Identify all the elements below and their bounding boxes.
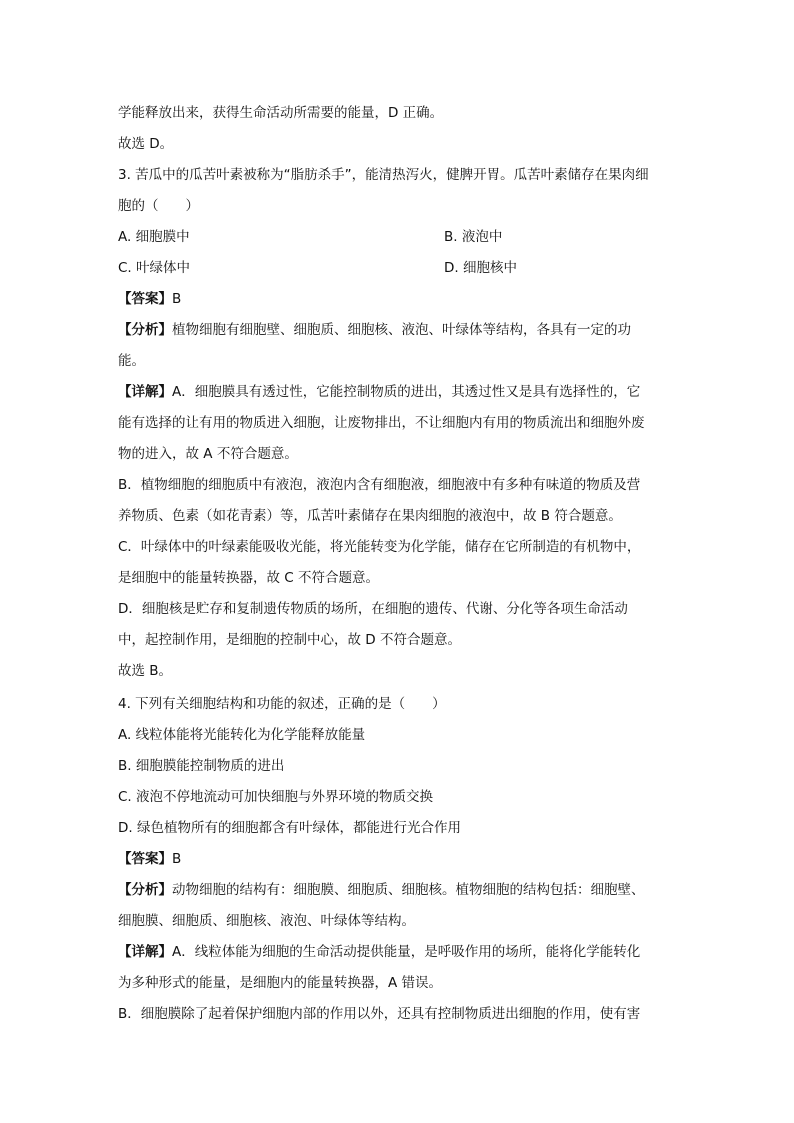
q3-stem-line2: 胞的（ ） bbox=[118, 198, 199, 214]
q3-analysis-line2: 能。 bbox=[118, 353, 145, 369]
analysis-text: 植物细胞有细胞壁、细胞质、细胞核、液泡、叶绿体等结构，各具有一定的功 bbox=[172, 322, 631, 338]
detail-text: A．细胞膜具有透过性，它能控制物质的进出，其透过性又是具有选择性的，它 bbox=[172, 384, 641, 400]
q3-detail-line5: 养物质、色素（如花青素）等，瓜苦叶素储存在果肉细胞的液泡中，故 B 符合题意。 bbox=[118, 508, 622, 524]
q3-option-a: A. 细胞膜中 bbox=[118, 229, 190, 245]
q4-answer bbox=[118, 849, 678, 869]
answer-tag: 【答案】 bbox=[118, 291, 172, 307]
q3-detail-line7: 是细胞中的能量转换器，故 C 不符合题意。 bbox=[118, 570, 380, 586]
analysis-tag: 【分析】 bbox=[118, 322, 172, 338]
q3-detail-line4: B．植物细胞的细胞质中有液泡，液泡内含有细胞液，细胞液中有多种有味道的物质及营 bbox=[118, 477, 641, 493]
q4-detail-line3: B．细胞膜除了起着保护细胞内部的作用以外，还具有控制物质进出细胞的作用，使有害 bbox=[118, 1006, 641, 1022]
q3-analysis-line1 bbox=[118, 320, 678, 340]
q3-option-b: B. 液泡中 bbox=[444, 229, 503, 245]
q3-stem-line1: 3. 苦瓜中的瓜苦叶素被称为“脂肪杀手”，能清热泻火，健脾开胃。瓜苦叶素储存在果肉细 bbox=[118, 167, 649, 183]
answer-value: B bbox=[172, 291, 182, 307]
detail-text: A．线粒体能为细胞的生命活动提供能量，是呼吸作用的场所，能将化学能转化 bbox=[172, 944, 641, 960]
q3-answer bbox=[118, 289, 678, 309]
q4-option-a: A. 线粒体能将光能转化为化学能释放能量 bbox=[118, 727, 366, 743]
analysis-text: 动物细胞的结构有：细胞膜、细胞质、细胞核。植物细胞的结构包括：细胞壁、 bbox=[172, 882, 645, 898]
q2-explanation-tail: 学能释放出来，获得生命活动所需要的能量，D 正确。 bbox=[118, 105, 444, 121]
answer-tag: 【答案】 bbox=[118, 851, 172, 867]
q3-detail-line2: 能有选择的让有用的物质进入细胞，让废物排出，不让细胞内有用的物质流出和细胞外废 bbox=[118, 415, 645, 431]
q3-conclusion: 故选 B。 bbox=[118, 663, 173, 679]
q3-detail-line1 bbox=[118, 382, 678, 402]
q4-stem: 4. 下列有关细胞结构和功能的叙述，正确的是（ ） bbox=[118, 696, 446, 712]
q3-detail-line9: 中，起控制作用，是细胞的控制中心，故 D 不符合题意。 bbox=[118, 632, 461, 648]
detail-tag: 【详解】 bbox=[118, 944, 172, 960]
detail-tag: 【详解】 bbox=[118, 384, 172, 400]
analysis-tag: 【分析】 bbox=[118, 882, 172, 898]
q4-option-c: C. 液泡不停地流动可加快细胞与外界环境的物质交换 bbox=[118, 789, 434, 805]
q3-detail-line8: D．细胞核是贮存和复制遗传物质的场所，在细胞的遗传、代谢、分化等各项生命活动 bbox=[118, 601, 628, 617]
q4-option-d: D. 绿色植物所有的细胞都含有叶绿体，都能进行光合作用 bbox=[118, 820, 461, 836]
q4-detail-line1 bbox=[118, 942, 678, 962]
q4-analysis-line2: 细胞膜、细胞质、细胞核、液泡、叶绿体等结构。 bbox=[118, 913, 415, 929]
q4-option-b: B. 细胞膜能控制物质的进出 bbox=[118, 758, 285, 774]
q3-option-c: C. 叶绿体中 bbox=[118, 260, 191, 276]
answer-value: B bbox=[172, 851, 182, 867]
q3-detail-line3: 物的进入，故 A 不符合题意。 bbox=[118, 446, 298, 462]
q3-option-d: D. 细胞核中 bbox=[444, 260, 517, 276]
q4-detail-line2: 为多种形式的能量，是细胞内的能量转换器，A 错误。 bbox=[118, 975, 443, 991]
q4-analysis-line1 bbox=[118, 880, 678, 900]
q2-conclusion: 故选 D。 bbox=[118, 136, 174, 152]
q3-detail-line6: C．叶绿体中的叶绿素能吸收光能，将光能转变为化学能，储存在它所制造的有机物中， bbox=[118, 539, 641, 555]
